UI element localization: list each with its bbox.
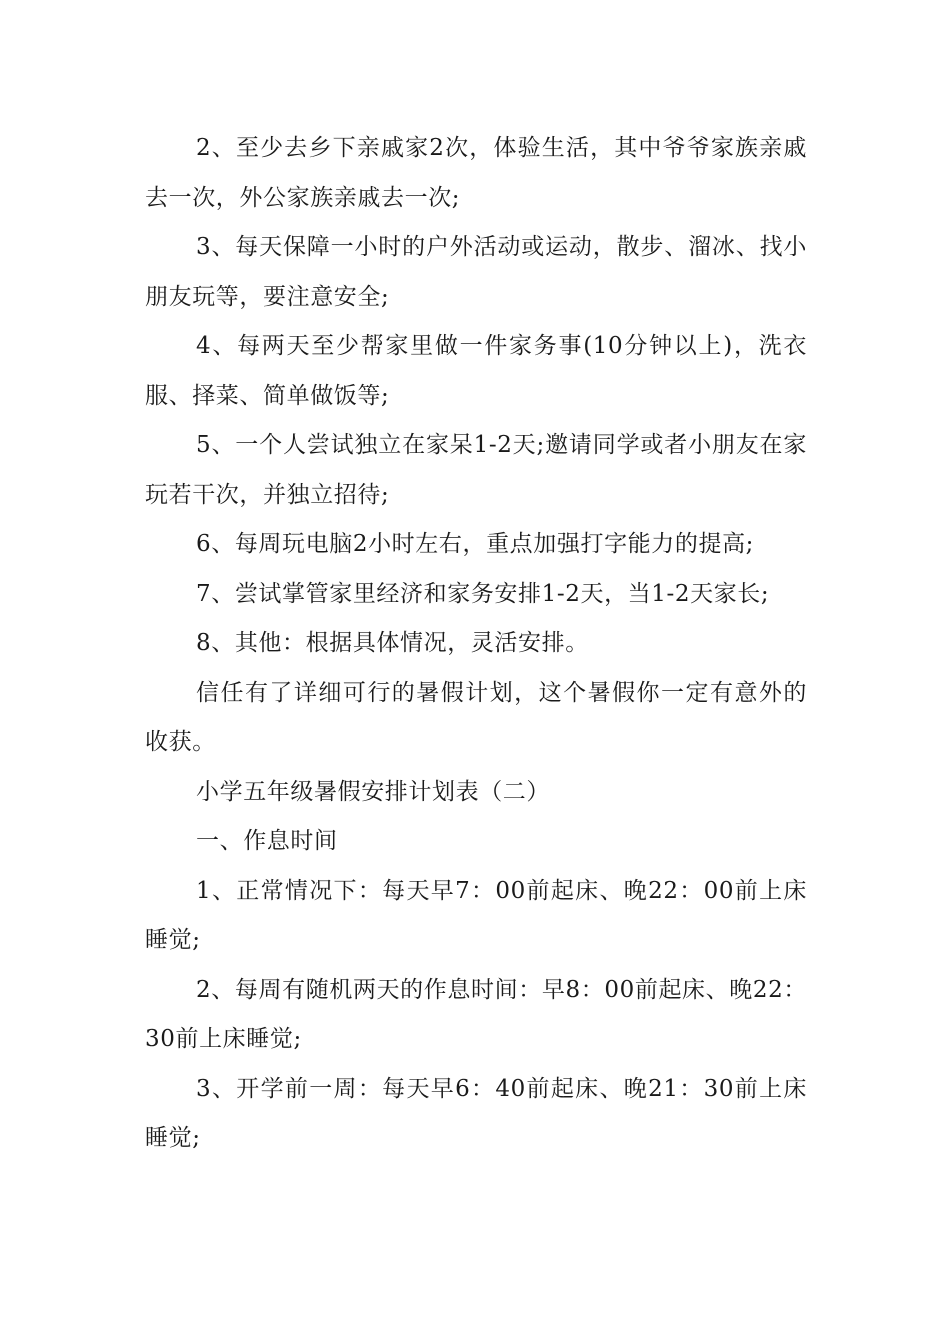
paragraph-other: 8、其他：根据具体情况，灵活安排。 — [196, 630, 589, 656]
paragraph-visit-relatives: 2、至少去乡下亲戚家2次，体验生活，其中爷爷家族亲戚去一次，外公家族亲戚去一次; — [145, 135, 807, 211]
paragraph-computer-time: 6、每周玩电脑2小时左右，重点加强打字能力的提高; — [196, 531, 755, 557]
paragraph-manage-home: 7、尝试掌管家里经济和家务安排1-2天，当1-2天家长; — [196, 580, 770, 607]
paragraph-stay-alone: 5、一个人尝试独立在家呆1-2天;邀请同学或者小朋友在家玩若干次，并独立招待; — [145, 432, 807, 508]
paragraph-normal-schedule: 1、正常情况下：每天早7：00前起床、晚22：00前上床睡觉; — [145, 877, 807, 953]
document-page — [145, 124, 807, 1164]
paragraph-housework: 4、每两天至少帮家里做一件家务事(10分钟以上)，洗衣服、择菜、简单做饭等; — [145, 333, 807, 409]
paragraph-pre-school-schedule: 3、开学前一周：每天早6：40前起床、晚21：30前上床睡觉; — [145, 1075, 807, 1151]
paragraph-random-days-schedule: 2、每周有随机两天的作息时间：早8：00前起床、晚22：30前上床睡觉; — [145, 976, 807, 1052]
paragraph-outdoor-activity: 3、每天保障一小时的户外活动或运动，散步、溜冰、找小朋友玩等，要注意安全; — [145, 234, 807, 310]
paragraph-conclusion: 信任有了详细可行的暑假计划，这个暑假你一定有意外的收获。 — [145, 679, 807, 755]
section-title: 小学五年级暑假安排计划表（二） — [196, 778, 550, 805]
section-heading-schedule: 一、作息时间 — [196, 828, 338, 854]
